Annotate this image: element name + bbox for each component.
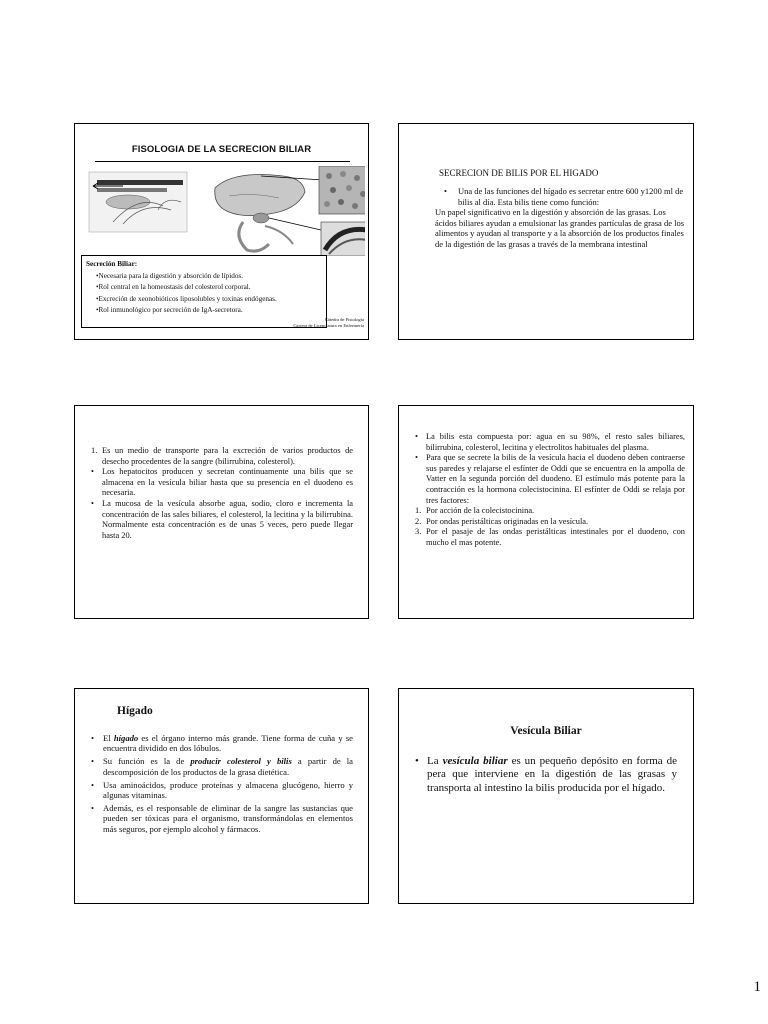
list-text: Por acción de la colecistocinina. <box>426 506 535 516</box>
list-text: Para que se secrete la bilis de la vesícula hacia el duodeno deben contraerse sus paredes y relajarse el esfínter de Oddi que se encuentra en la ampolla de Vatter en la segunda porción del duodeno. El estímulo más potente para la contracción es la hormona colecistocinina. El esfínter de Oddi se relaja por tres factores: <box>426 453 685 505</box>
list-text: Usa aminoácidos, produce proteínas y almacena glucógeno, hierro y algunas vitaminas. <box>103 779 353 801</box>
list-text: Por ondas peristálticas originadas en la vesícula. <box>426 516 589 526</box>
list-item <box>91 780 353 801</box>
list-marker: • <box>415 453 418 463</box>
credit-line: Cátedra de Fisiología <box>324 317 364 322</box>
paragraph: Un papel significativo en la digestión y absorción de las grasas. Los ácidos biliares ayudan a emulsionar las grandes partículas de grasa de los alimentos y ayudan al transporte y a la absorción de los productos finales de la digestión de las grasas a través de la membrana intestinal <box>435 207 685 249</box>
box-heading: Secreción Biliar: <box>86 260 138 268</box>
list-marker: • <box>91 467 94 477</box>
bullet: • <box>415 755 419 767</box>
list-marker: • <box>415 432 418 441</box>
slide-3 <box>74 405 369 619</box>
list-marker: 1. <box>415 506 422 516</box>
liver-diagram-figure <box>83 166 365 256</box>
slide-5-body <box>91 733 353 837</box>
list-item <box>435 186 687 207</box>
list-item: •Rol central en la homeostasis del colesterol corporal. <box>96 283 251 292</box>
list-text: La vesícula biliar es un pequeño depósito en forma de pera que interviene en la digestión de las grasas y transporta al intestino la bilis producida por el hígado. <box>427 755 678 794</box>
credit-line: Carrera de Licenciatura en Enfermería <box>293 323 364 328</box>
list-item: •Rol inmunológico por secreción de IgA-secretora. <box>96 306 243 315</box>
list-marker: • <box>91 498 94 508</box>
slide-6-title: Vesícula Biliar <box>510 725 582 737</box>
slide-1 <box>74 123 369 340</box>
list-item <box>91 733 353 754</box>
list-item <box>415 517 685 528</box>
list-text: Los hepatocitos producen y secretan continuamente una bilis que se almacena en la vesícula biliar hasta que su presencia en el duodeno es necesaria. <box>102 467 353 498</box>
slide-3-body <box>91 446 353 541</box>
bullet: • <box>91 779 95 790</box>
list-text: Su función es la de producir colesterol y bilis a partir de la descomposición de los productos de la grasa dietética. <box>103 756 353 777</box>
slide-5 <box>74 688 369 904</box>
bile-flow-schematic <box>89 172 187 232</box>
slide-4-body <box>415 432 685 549</box>
list-item: •Necesaria para la digestión y absorción de lípidos. <box>96 271 244 280</box>
list-marker: 1. <box>91 446 98 455</box>
list-item <box>91 499 353 541</box>
list-item <box>415 453 685 506</box>
list-item: •Excreción de xeonobióticos liposolubles y toxinas endógenas. <box>96 294 277 303</box>
bullet: • <box>91 756 95 767</box>
list-text: El hígado es el órgano interno más grande. Tiene forma de cuña y se encuentra dividido en dos lóbulos. <box>103 733 353 754</box>
slide-2-title: SECRECION DE BILIS POR EL HIGADO <box>439 168 599 178</box>
liver-illustration <box>215 175 323 252</box>
slide-credit <box>293 317 364 329</box>
slide-2 <box>398 123 694 340</box>
list-marker: 2. <box>415 516 422 526</box>
list-text: Además, es el responsable de eliminar de la sangre las sustancias que pueden ser tóxicas para el organismo, transformándolas en elementos más seguros, por ejemplo alcohol y fármacos. <box>103 802 353 834</box>
paragraph: Una de las funciones del hígado es secretar entre 600 y1200 ml de bilis al día. Esta bilis tiene como función: <box>458 186 684 207</box>
page-number: 1 <box>753 979 761 995</box>
slide-2-body <box>435 186 687 249</box>
bile-secretion-box <box>81 255 327 328</box>
list-text: Por el pasaje de las ondas peristálticas intestinales por el duodeno, con mucho el mas potente. <box>426 527 685 547</box>
list-text: La mucosa de la vesícula absorbe agua, sodio, cloro e incrementa la concentración de las sales biliares, el colesterol, la lecitina y la bilirrubina. Normalmente esta concentración es de unas 5 veces, pero puede llegar hasta 20. <box>102 498 353 540</box>
gallbladder-tissue-image <box>321 222 365 256</box>
slide-5-title: Hígado <box>117 705 153 717</box>
title-divider <box>95 161 350 162</box>
slide-1-title: FISOLOGIA DE LA SECRECION BILIAR <box>131 144 312 155</box>
slide-6 <box>398 688 694 904</box>
list-item <box>91 467 353 499</box>
bullet: • <box>91 733 95 743</box>
list-item <box>91 446 353 467</box>
list-item <box>415 527 685 548</box>
list-text: Es un medio de transporte para la excreción de varios productos de desecho procedentes de la sangre (bilirrubina, colesterol). <box>102 446 353 466</box>
bullet: • <box>444 186 447 196</box>
liver-micrograph <box>319 166 365 214</box>
list-marker: 3. <box>415 527 422 537</box>
list-item <box>415 506 685 517</box>
list-item <box>91 756 353 777</box>
list-item <box>91 803 353 834</box>
list-item <box>415 432 685 453</box>
slide-6-body <box>415 755 677 795</box>
bullet: • <box>91 802 95 813</box>
list-text: La bilis esta compuesta por: agua en su 98%, el resto sales biliares, bilirrubina, colesterol, lecitina y electrolitos habituales del plasma. <box>426 432 685 452</box>
slide-4 <box>398 405 694 619</box>
